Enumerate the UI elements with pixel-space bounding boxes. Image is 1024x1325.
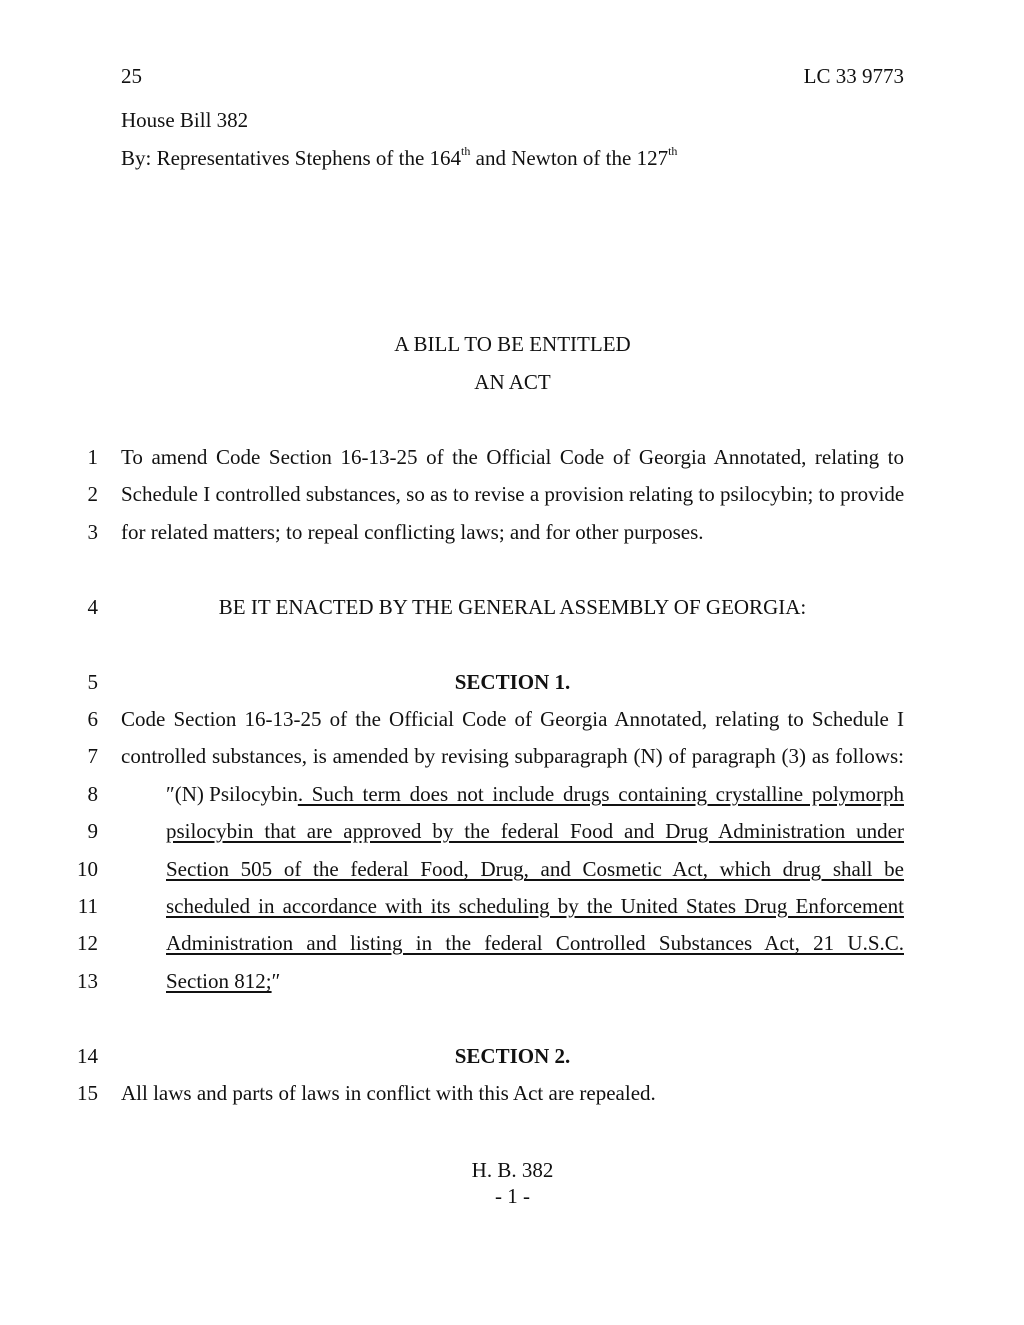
body-line-12: Administration and listing in the federal Controlled Substances Act, 21 U.S.C. xyxy=(166,931,904,955)
sponsors-line xyxy=(121,144,678,170)
page-number: - 1 - xyxy=(495,1184,530,1208)
sponsors-sup-1: th xyxy=(461,144,471,158)
inserted-text-end: Section 812; xyxy=(166,969,272,993)
body-line-13 xyxy=(166,971,904,992)
body-line-11: scheduled in accordance with its scheduling by the United States Drug Enforcement xyxy=(166,894,904,918)
body-line-10: Section 505 of the federal Food, Drug, and Cosmetic Act, which drug shall be xyxy=(166,857,904,881)
section-2-heading: SECTION 2. xyxy=(454,1044,571,1068)
line-number: 2 xyxy=(87,482,98,506)
line-number: 12 xyxy=(77,931,98,955)
body-line-3: for related matters; to repeal conflicting laws; and for other purposes. xyxy=(121,520,704,544)
line-number: 8 xyxy=(87,782,98,806)
bill-title-line-2: AN ACT xyxy=(474,370,551,394)
body-line-6: Code Section 16-13-25 of the Official Code of Georgia Annotated, relating to Schedule I xyxy=(121,707,904,731)
body-line-8 xyxy=(166,784,904,805)
section-1-heading: SECTION 1. xyxy=(454,670,571,694)
line-number: 11 xyxy=(77,894,98,918)
footer-bill-ref: H. B. 382 xyxy=(471,1158,554,1182)
body-line-9: psilocybin that are approved by the federal Food and Drug Administration under xyxy=(166,819,904,843)
line-number: 10 xyxy=(77,857,98,881)
line-number: 1 xyxy=(87,445,98,469)
line-number: 5 xyxy=(87,670,98,694)
closing-quote: ″ xyxy=(271,969,281,993)
bill-name: House Bill 382 xyxy=(121,108,249,132)
line-number: 13 xyxy=(77,969,98,993)
psilocybin-subparagraph-label: ″(N) Psilocybin xyxy=(166,782,298,806)
sponsors-prefix: By: Representatives Stephens of the 164 xyxy=(121,146,462,170)
line-number: 3 xyxy=(87,520,98,544)
inserted-text: . Such term does not include drugs containing crystalline polymorph xyxy=(297,782,904,806)
line-number: 7 xyxy=(87,744,98,768)
line-number: 6 xyxy=(87,707,98,731)
body-line-2: Schedule I controlled substances, so as to revise a provision relating to psilocybin; to provide xyxy=(121,482,905,506)
session-code: 25 xyxy=(121,64,142,88)
enacting-clause: BE IT ENACTED BY THE GENERAL ASSEMBLY OF GEORGIA: xyxy=(218,595,807,619)
bill-title-line-1: A BILL TO BE ENTITLED xyxy=(394,332,631,356)
body-line-1: To amend Code Section 16-13-25 of the Official Code of Georgia Annotated, relating to xyxy=(121,445,904,469)
sponsors-sup-2: th xyxy=(668,144,678,158)
body-line-15: All laws and parts of laws in conflict with this Act are repealed. xyxy=(121,1081,656,1105)
line-number: 9 xyxy=(87,819,98,843)
line-number: 4 xyxy=(87,595,98,619)
sponsors-middle: and Newton of the 127 xyxy=(470,146,669,170)
line-number: 15 xyxy=(77,1081,98,1105)
body-line-7: controlled substances, is amended by revising subparagraph (N) of paragraph (3) as follows: xyxy=(121,744,904,768)
lc-number: LC 33 9773 xyxy=(803,64,904,88)
line-number: 14 xyxy=(77,1044,98,1068)
